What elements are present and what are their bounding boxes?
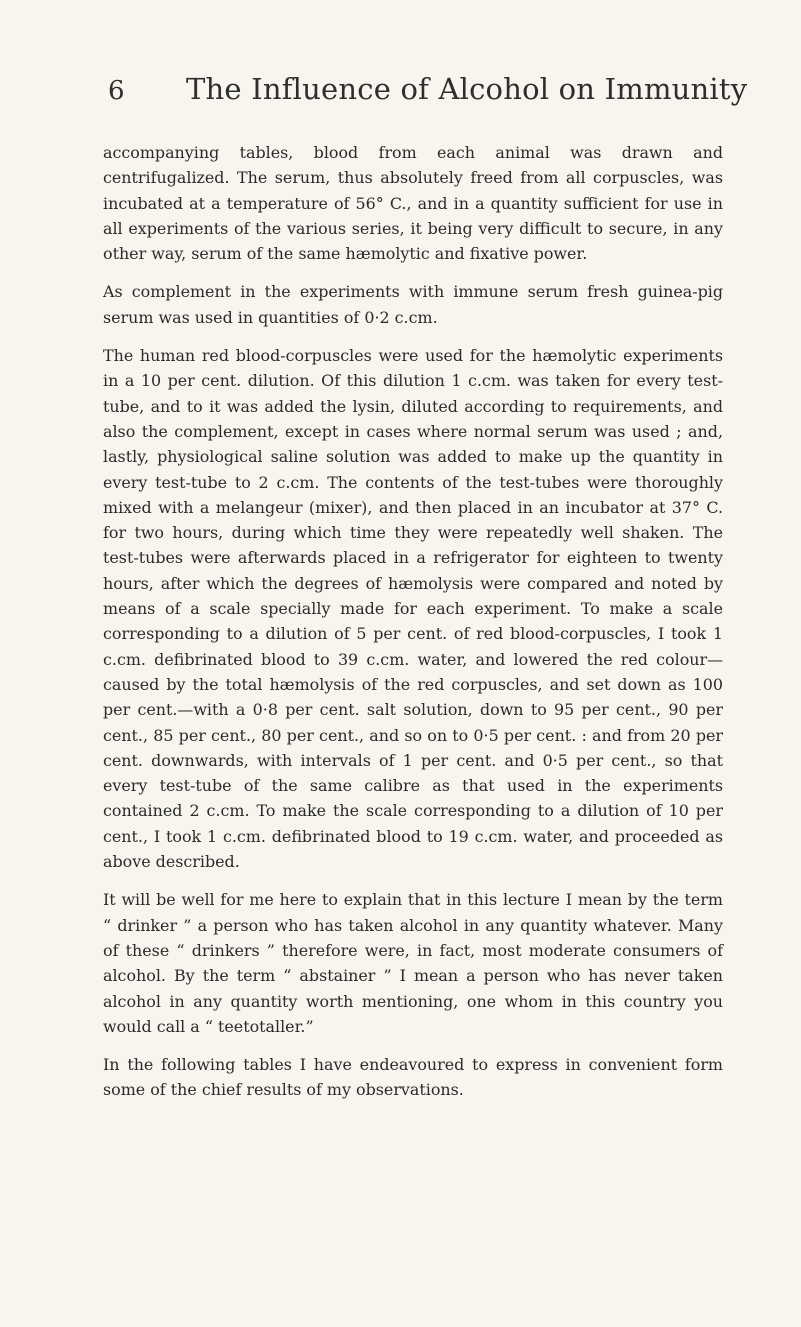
page-header bbox=[88, 72, 748, 116]
page-number: 6 bbox=[108, 76, 125, 106]
paragraph-serum-preparation: accompanying tables, blood from each animal was drawn and centrifugalized. The serum, thus absolutely freed from all corpuscles, was incubated at a temperature of 56° C., and in a quantity sufficient for use in all experiments of the various series, it being very difficult to secure, in any other way, serum of the same hæmolytic and fixative power. bbox=[103, 143, 723, 264]
paragraph-complement: As complement in the experiments with immune serum fresh guinea-pig serum was used in quantities of 0·2 c.cm. bbox=[103, 282, 723, 327]
running-title: The Influence of Alcohol on Immunity bbox=[186, 72, 748, 106]
body-text bbox=[103, 140, 723, 1116]
paragraph-definitions: It will be well for me here to explain that in this lecture I mean by the term “ drinker ” a person who has taken alcohol in any quantity whatever. Many of these “ drinkers ” therefore were, in fact, most moderate consumers of alcohol. By the term “ abstainer ” I mean a person who has never taken alcohol in any quantity worth mentioning, one whom in this country you would call a “ teetotaller.” bbox=[103, 890, 723, 1036]
paragraph-tables-intro: In the following tables I have endeavoured to express in convenient form some of the chief results of my observations. bbox=[103, 1055, 723, 1100]
paragraph-haemolytic-method: The human red blood-corpuscles were used for the hæmolytic experiments in a 10 per cent. dilution. Of this dilution 1 c.cm. was taken for every test-tube, and to it was added the lysin, diluted according to requirements, and also the complement, except in cases where normal serum was used ; and, lastly, physiological saline solution was added to make up the quantity in every test-tube to 2 c.cm. The contents of the test-tubes were thoroughly mixed with a melangeur (mixer), and then placed in an incubator at 37° C. for two hours, during which time they were repeatedly well shaken. The test-tubes were afterwards placed in a refrigerator for eighteen to twenty hours, after which the degrees of hæmolysis were compared and noted by means of a scale specially made for each experiment. To make a scale corresponding to a dilution of 5 per cent. of red blood-corpuscles, I took 1 c.cm. defibrinated blood to 39 c.cm. water, and lowered the red colour—caused by the total hæmolysis of the red corpuscles, and set down as 100 per cent.—with a 0·8 per cent. salt solution, down to 95 per cent., 90 per cent., 85 per cent., 80 per cent., and so on to 0·5 per cent. : and from 20 per cent. downwards, with intervals of 1 per cent. and 0·5 per cent., so that every test-tube of the same calibre as that used in the experiments contained 2 c.cm. To make the scale corresponding to a dilution of 10 per cent., I took 1 c.cm. defibrinated blood to 19 c.cm. water, and proceeded as above described. bbox=[103, 346, 723, 872]
